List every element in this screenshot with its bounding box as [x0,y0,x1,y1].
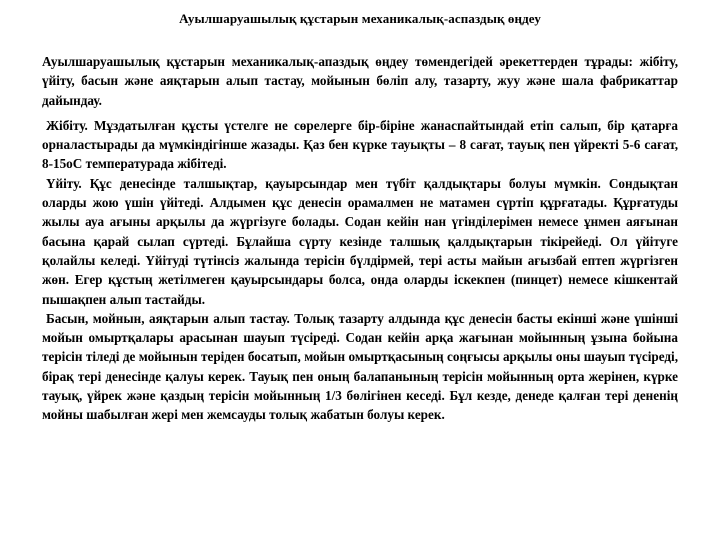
paragraph-removing-head-neck-legs: Басын, мойнын, аяқтарын алып тастау. Толық тазарту алдында құс денесін басты екінші және үшінші мойын омыртқалары арасынан шауып түсіреді. Содан кейін арқа жағынан мойынның ұзына бойына терісін тіледі де мойынын теріден босатып, мойын омыртқасының соңғысы арқылы оны шауып түсіреді, бірақ тері денесінде қалуы керек. Тауық пен оның балапанының терісін мойынның орта жерінен, күрке тауық, үйрек және қаздың терісін мойынның 1/3 бөлігінен кеседі. Бұл кезде, денеде қалған тері дененің мойны шабылған жері мен жемсауды толық жабатын болуы керек. [42,310,678,423]
document-page [42,10,678,425]
paragraph-singeing: Үйіту. Құс денесінде талшықтар, қауырсындар мен түбіт қалдықтары болуы мүмкін. Сондықтан оларды жою үшін үйітеді. Алдымен құс денесін орамалмен не матамен сүртіп құрғатады. Құрғатуды жылы ауа ағыны арқылы да жүргізуге болады. Содан кейін нан үгінділерімен немесе ұнмен аяғынан басына қарай сылап сүртеді. Бұлайша сүрту кезінде талшық қалдықтарын тікірейеді. Ол үйітуге қолайлы келеді. Үйітуді түтінсіз жалында терісін бүлдірмей, тері асты майын ағызбай ептеп жүргізген жөн. Егер құстың жетілмеген қауырсындары болса, онда оларды іскекпен (пинцет) немесе кішкентай пышақпен алып тастайды. [42,175,678,307]
document-title: Ауылшаруашылық құстарын механикалық-аспаздық өңдеу [179,11,541,26]
paragraph-intro: Ауылшаруашылық құстарын механикалық-апаздық өңдеу төмендегідей әрекеттерден тұрады: жібіту, үйіту, басын және аяқтарын алып тастау, мойынын бөліп алу, тазарту, жуу және шала фабрикаттар дайындау. [42,54,678,108]
paragraph-thawing: Жібіту. Мұздатылған құсты үстелге не сөрелерге бір-біріне жанаспайтындай етіп салып, бір қатарға орналастырады да мүмкіндігінше жазады. Қаз бен күрке тауықты – 8 сағат, тауық пен үйректі 5-6 сағат, 8-15оС температурада жібітеді. [42,117,678,172]
